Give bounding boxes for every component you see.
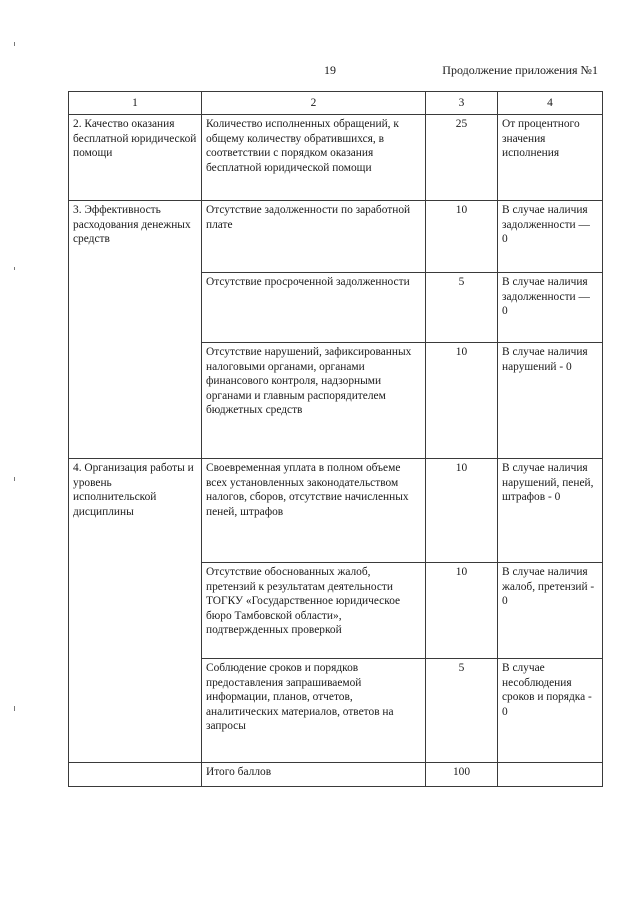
scan-mark [14,477,15,481]
total-label: Итого баллов [202,763,426,787]
table-row [69,459,603,563]
total-score: 100 [426,763,498,787]
table-header-row [69,92,603,115]
indicator-cell: Отсутствие просроченной задолженности [202,273,426,343]
score-cell: 10 [426,459,498,563]
total-row [69,763,603,787]
score-cell: 25 [426,115,498,201]
empty-cell [69,763,202,787]
condition-cell: В случае наличия задолженности — 0 [498,273,603,343]
criterion-cell: 3. Эффективность расходования денежных средств [69,201,202,459]
criterion-cell: 2. Качество оказания бесплатной юридической помощи [69,115,202,201]
scan-mark [14,706,15,711]
criteria-table [68,91,603,787]
condition-cell: В случае наличия нарушений - 0 [498,343,603,459]
scan-mark [14,42,15,46]
column-header: 2 [202,92,426,115]
condition-cell: От процентного значения исполнения [498,115,603,201]
table-row [69,201,603,273]
appendix-continuation-label: Продолжение приложения №1 [442,63,598,77]
indicator-cell: Отсутствие нарушений, зафиксированных налоговыми органами, органами финансового контроля, надзорными органами и главным распорядителем бюджетных средств [202,343,426,459]
score-cell: 10 [426,201,498,273]
column-header: 3 [426,92,498,115]
criterion-cell: 4. Организация работы и уровень исполнительской дисциплины [69,459,202,763]
empty-cell [498,763,603,787]
score-cell: 10 [426,563,498,659]
indicator-cell: Отсутствие обоснованных жалоб, претензий к результатам деятельности ТОГКУ «Государственное юридическое бюро Тамбовской области», подтвержденных проверкой [202,563,426,659]
condition-cell: В случае несоблюдения сроков и порядка - 0 [498,659,603,763]
score-cell: 10 [426,343,498,459]
indicator-cell: Соблюдение сроков и порядков предоставления запрашиваемой информации, планов, отчетов, аналитических материалов, ответов на запросы [202,659,426,763]
scan-mark [14,267,15,270]
score-cell: 5 [426,273,498,343]
table-row [69,115,603,201]
condition-cell: В случае наличия задолженности — 0 [498,201,603,273]
indicator-cell: Отсутствие задолженности по заработной плате [202,201,426,273]
indicator-cell: Своевременная уплата в полном объеме всех установленных законодательством налогов, сборов, отсутствие начисленных пеней, штрафов [202,459,426,563]
column-header: 4 [498,92,603,115]
score-cell: 5 [426,659,498,763]
condition-cell: В случае наличия жалоб, претензий - 0 [498,563,603,659]
column-header: 1 [69,92,202,115]
condition-cell: В случае наличия нарушений, пеней, штрафов - 0 [498,459,603,563]
page-number: 19 [324,63,336,77]
indicator-cell: Количество исполненных обращений, к общему количеству обратившихся, в соответствии с порядком оказания бесплатной юридической помощи [202,115,426,201]
